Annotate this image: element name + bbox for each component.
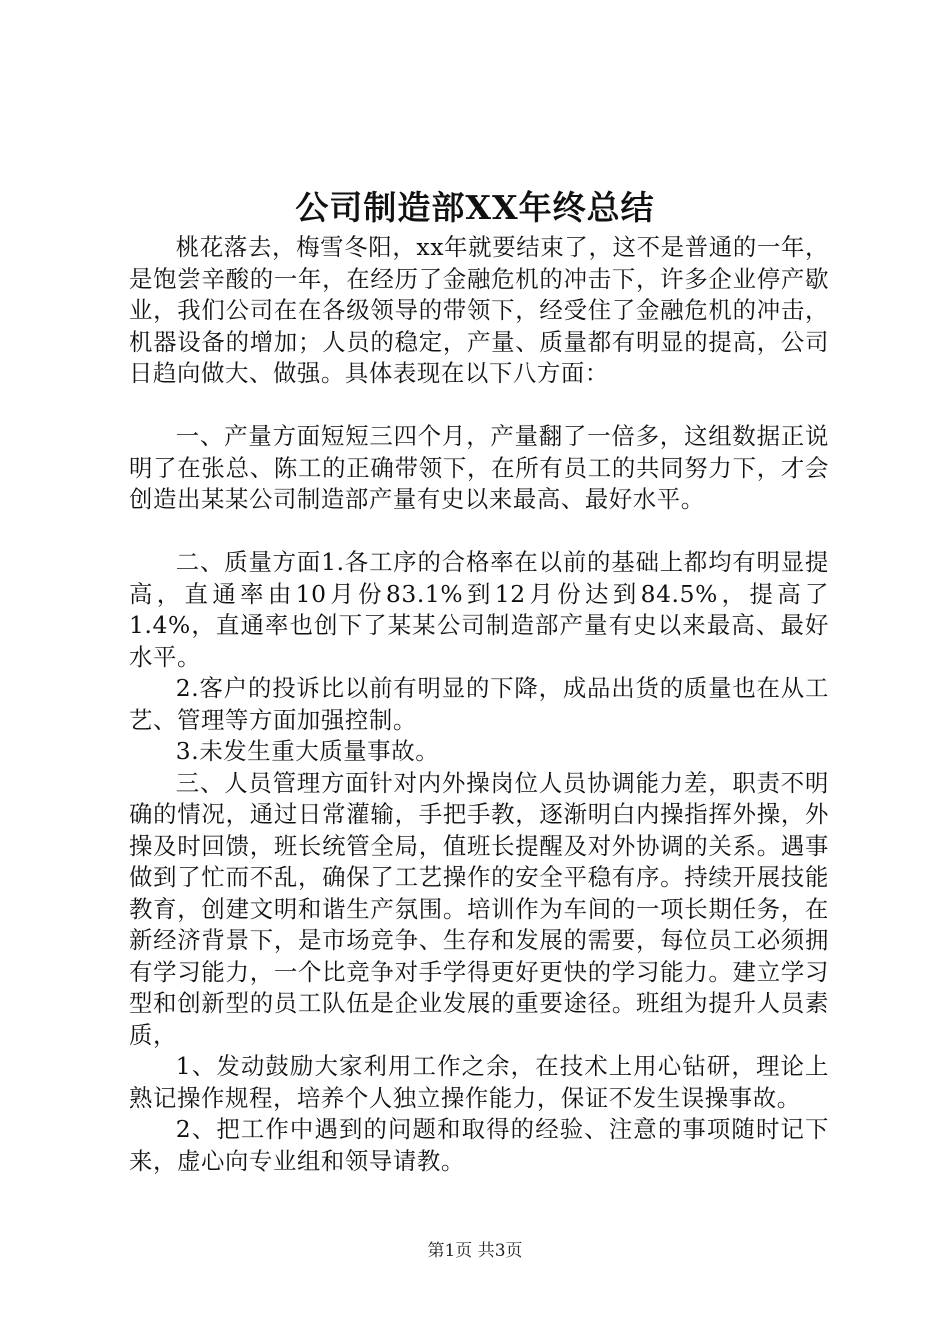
- page-title: 公司制造部XX年终总结: [295, 188, 655, 227]
- personnel-item-2: 2、把工作中遇到的问题和取得的经验、注意的事项随时记下来，虚心向专业组和领导请教。: [129, 1115, 829, 1175]
- paragraph-spacer: [129, 516, 829, 548]
- quality-item-2: 2.客户的投诉比以前有明显的下降，成品出货的质量也在从工艺、管理等方面加强控制。: [129, 674, 829, 734]
- quality-paragraph: 二、质量方面1.各工序的合格率在以前的基础上都均有明显提高，直通率由10月份83.1%到12月份达到84.5%，提高了1.4%，直通率也创下了某某公司制造部产量有史以来最高、最好水平。: [129, 548, 829, 671]
- page-footer: 第1页 共3页: [427, 1241, 523, 1261]
- intro-paragraph: 桃花落去，梅雪冬阳，xx年就要结束了，这不是普通的一年，是饱尝辛酸的一年，在经历了金融危机的冲击下，许多企业停产歇业，我们公司在在各级领导的带领下，经受住了金融危机的冲击，机器设备的增加；人员的稳定，产量、质量都有明显的提高，公司日趋向做大、做强。具体表现在以下八方面：: [129, 233, 829, 387]
- paragraph-spacer: [129, 390, 829, 422]
- output-paragraph: 一、产量方面短短三四个月，产量翻了一倍多，这组数据正说明了在张总、陈工的正确带领下，在所有员工的共同努力下，才会创造出某某公司制造部产量有史以来最高、最好水平。: [129, 422, 829, 513]
- document-body: [129, 232, 829, 1177]
- quality-item-3: 3.未发生重大质量事故。: [175, 737, 440, 765]
- personnel-item-1: 1、发动鼓励大家利用工作之余，在技术上用心钻研，理论上熟记操作规程，培养个人独立操作能力，保证不发生误操事故。: [129, 1052, 829, 1112]
- personnel-paragraph: 三、人员管理方面针对内外操岗位人员协调能力差，职责不明确的情况，通过日常灌输，手把手教，逐渐明白内操指挥外操，外操及时回馈，班长统管全局，值班长提醒及对外协调的关系。遇事做到了忙而不乱，确保了工艺操作的安全平稳有序。持续开展技能教育，创建文明和谐生产氛围。培训作为车间的一项长期任务，在新经济背景下，是市场竞争、生存和发展的需要，每位员工必须拥有学习能力，一个比竞争对手学得更好更快的学习能力。建立学习型和创新型的员工队伍是企业发展的重要途径。班组为提升人员素质，: [129, 768, 829, 1049]
